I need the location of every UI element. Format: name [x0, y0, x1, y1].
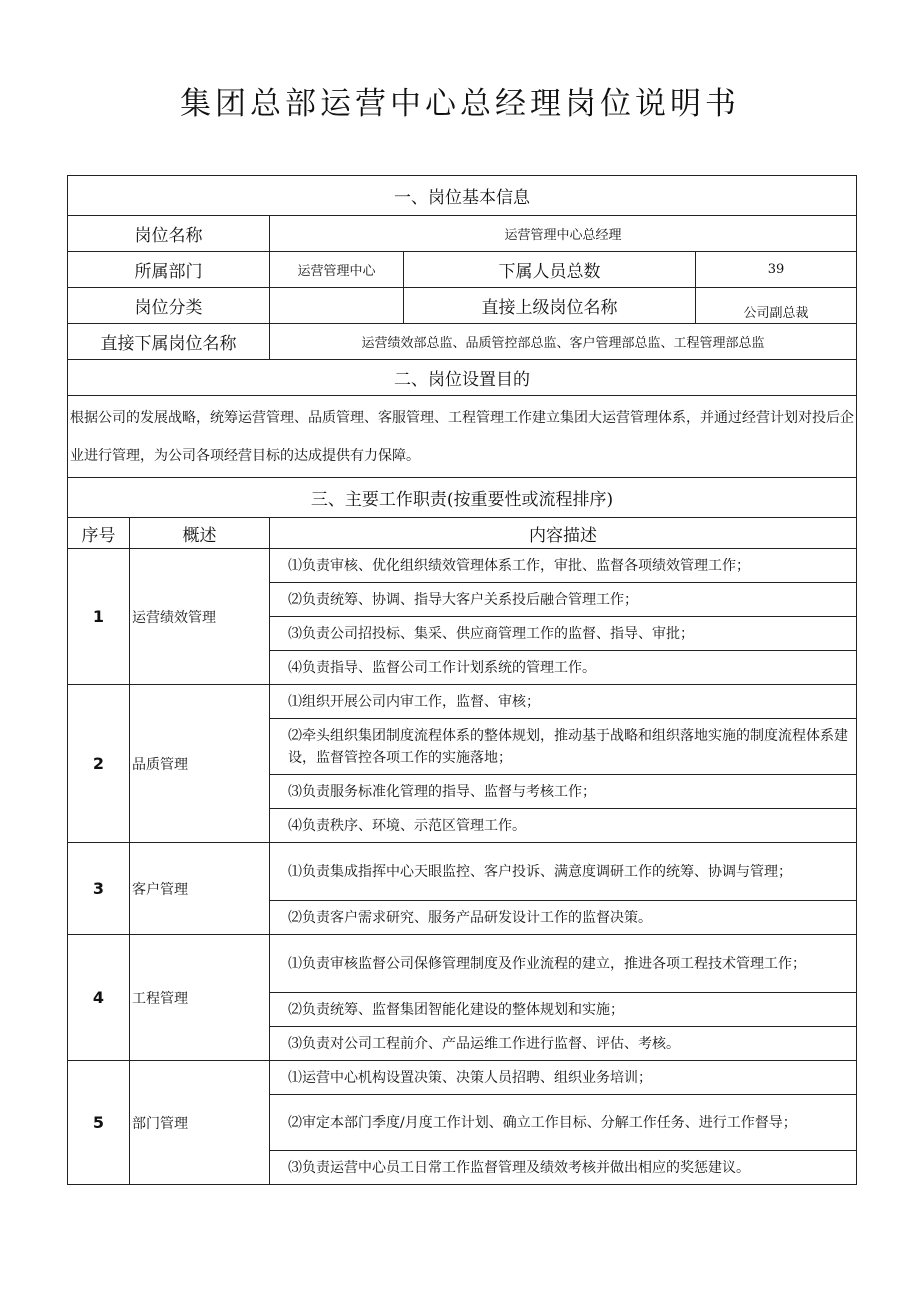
duty-summary: 工程管理 [130, 935, 270, 1061]
duty-item: ⑶负责运营中心员工日常工作监督管理及绩效考核并做出相应的奖惩建议。 [270, 1151, 857, 1185]
duty-item: ⑷负责秩序、环境、示范区管理工作。 [270, 809, 857, 843]
duty-item: ⑵审定本部门季度/月度工作计划、确立工作目标、分解工作任务、进行工作督导； [270, 1095, 857, 1151]
duty-row [68, 1061, 857, 1095]
duty-item: ⑵负责统筹、监督集团智能化建设的整体规划和实施； [270, 993, 857, 1027]
section-basic-info-heading: 一、岗位基本信息 [68, 176, 857, 216]
column-header-summary: 概述 [130, 518, 270, 549]
duty-summary: 部门管理 [130, 1061, 270, 1185]
duty-item: ⑶负责对公司工程前介、产品运维工作进行监督、评估、考核。 [270, 1027, 857, 1061]
category-label: 岗位分类 [68, 288, 270, 324]
duty-number: 3 [68, 843, 130, 935]
duty-item: ⑴运营中心机构设置决策、决策人员招聘、组织业务培训； [270, 1061, 857, 1095]
subordinates-count-value: 39 [696, 252, 857, 288]
department-label: 所属部门 [68, 252, 270, 288]
section-purpose-heading: 二、岗位设置目的 [68, 360, 857, 396]
job-description-table [67, 175, 857, 1185]
duty-row [68, 843, 857, 901]
duty-item: ⑵负责统筹、协调、指导大客户关系投后融合管理工作； [270, 583, 857, 617]
duty-summary: 品质管理 [130, 685, 270, 843]
duty-item: ⑵牵头组织集团制度流程体系的整体规划，推动基于战略和组织落地实施的制度流程体系建设，监督管控各项工作的实施落地； [270, 719, 857, 775]
category-value [270, 288, 404, 324]
superior-value: 公司副总裁 [696, 288, 857, 324]
duty-number: 2 [68, 685, 130, 843]
position-name-value: 运营管理中心总经理 [270, 216, 857, 252]
duty-number: 5 [68, 1061, 130, 1185]
duty-item: ⑶负责公司招投标、集采、供应商管理工作的监督、指导、审批； [270, 617, 857, 651]
superior-label: 直接上级岗位名称 [404, 288, 696, 324]
position-name-label: 岗位名称 [68, 216, 270, 252]
duty-number: 1 [68, 549, 130, 685]
subordinates-count-label: 下属人员总数 [404, 252, 696, 288]
duty-summary: 运营绩效管理 [130, 549, 270, 685]
duty-item: ⑴负责集成指挥中心天眼监控、客户投诉、满意度调研工作的统筹、协调与管理； [270, 843, 857, 901]
duty-item: ⑵负责客户需求研究、服务产品研发设计工作的监督决策。 [270, 901, 857, 935]
duty-item: ⑶负责服务标准化管理的指导、监督与考核工作； [270, 775, 857, 809]
duty-item: ⑷负责指导、监督公司工作计划系统的管理工作。 [270, 651, 857, 685]
column-header-no: 序号 [68, 518, 130, 549]
duty-row [68, 685, 857, 719]
duty-summary: 客户管理 [130, 843, 270, 935]
duty-number: 4 [68, 935, 130, 1061]
purpose-text: 根据公司的发展战略，统筹运营管理、品质管理、客服管理、工程管理工作建立集团大运营管理体系，并通过经营计划对投后企业进行管理，为公司各项经营目标的达成提供有力保障。 [68, 396, 857, 478]
duty-item: ⑴负责审核监督公司保修管理制度及作业流程的建立，推进各项工程技术管理工作； [270, 935, 857, 993]
duty-row [68, 549, 857, 583]
duty-item: ⑴组织开展公司内审工作，监督、审核； [270, 685, 857, 719]
direct-subordinates-value: 运营绩效部总监、品质管控部总监、客户管理部总监、工程管理部总监 [270, 324, 857, 360]
department-value: 运营管理中心 [270, 252, 404, 288]
duty-row [68, 935, 857, 993]
section-duties-heading: 三、主要工作职责(按重要性或流程排序) [68, 478, 857, 518]
document-title: 集团总部运营中心总经理岗位说明书 [180, 86, 740, 122]
column-header-description: 内容描述 [270, 518, 857, 549]
direct-subordinates-label: 直接下属岗位名称 [68, 324, 270, 360]
duty-item: ⑴负责审核、优化组织绩效管理体系工作，审批、监督各项绩效管理工作； [270, 549, 857, 583]
